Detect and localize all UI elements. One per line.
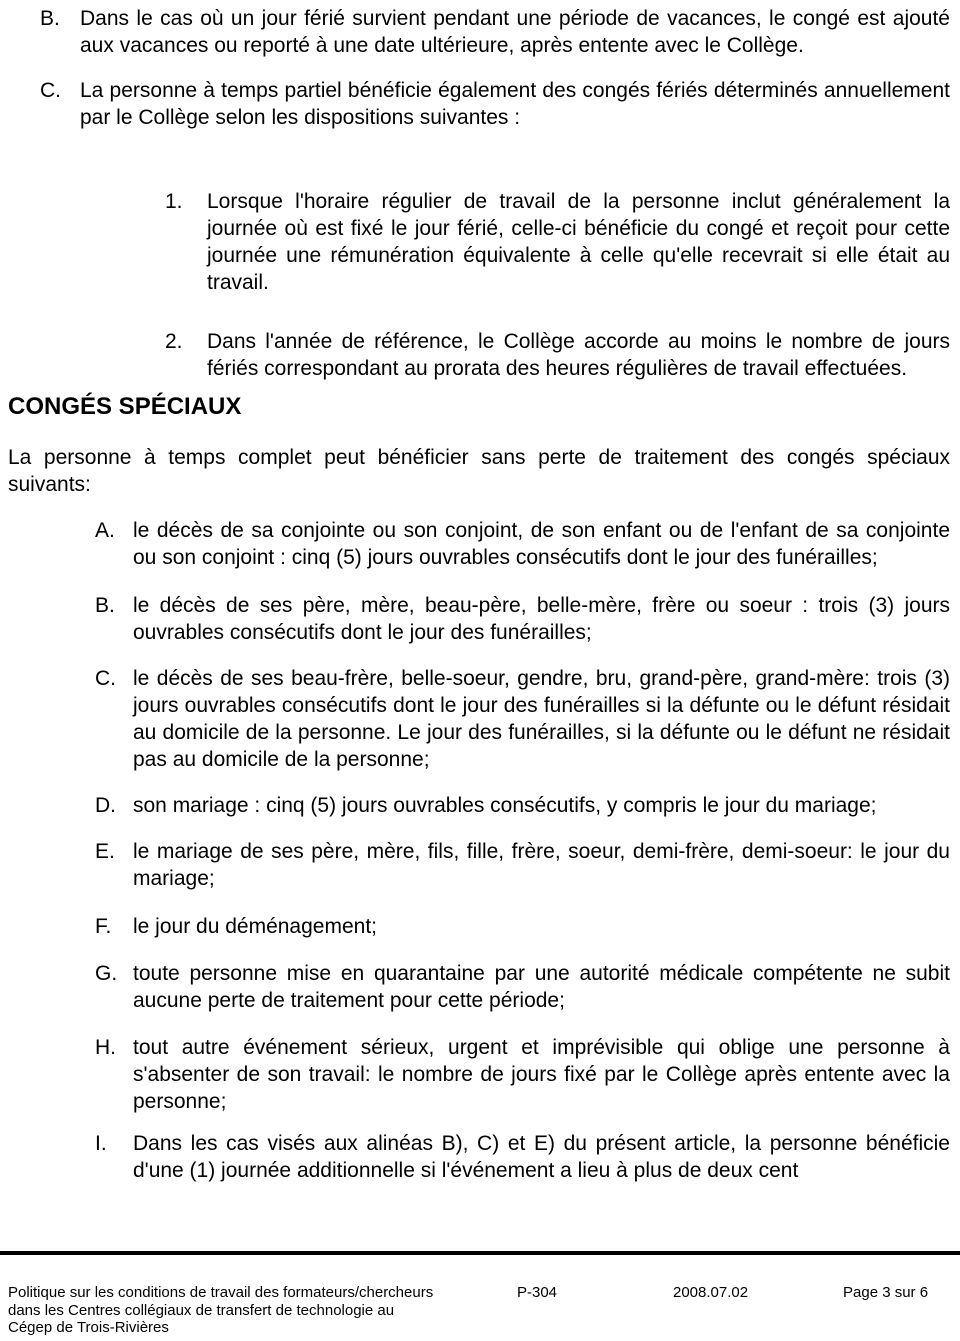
footer-document-title: [8, 1284, 468, 1337]
intro-paragraph: La personne à temps complet peut bénéficier sans perte de traitement des congés spéciaux suivants:: [8, 446, 950, 496]
numbered-item-2: [165, 328, 950, 382]
special-leave-label: B.: [95, 594, 115, 617]
special-leave-text: son mariage : cinq (5) jours ouvrables consécutifs, y compris le jour du mariage;: [133, 794, 877, 817]
special-leave-text: le mariage de ses père, mère, fils, fille, frère, soeur, demi-frère, demi-soeur: le jour du mariage;: [133, 840, 950, 890]
numbered-item-label: 2.: [165, 330, 183, 353]
section-heading: CONGÉS SPÉCIAUX: [8, 393, 242, 420]
footer-page-number: Page 3 sur 6: [843, 1284, 929, 1301]
special-leave-label: C.: [95, 667, 116, 690]
special-leave-label: I.: [95, 1132, 107, 1155]
footer-doc-code: P-304: [517, 1284, 558, 1301]
special-leave-item-g: [95, 960, 950, 1014]
numbered-item-label: 1.: [165, 190, 183, 213]
special-leave-text: Dans les cas visés aux alinéas B), C) et E) du présent article, la personne bénéficie d'une (1) journée additionnelle si l'événement a lieu à plus de deux cent: [133, 1132, 950, 1182]
footer-date: 2008.07.02: [673, 1284, 749, 1301]
special-leave-item-f: [95, 913, 950, 940]
footer-title-line: Politique sur les conditions de travail des formateurs/chercheurs: [8, 1284, 434, 1301]
special-leave-label: F.: [95, 915, 112, 938]
special-leave-item-d: [95, 792, 950, 819]
special-leave-item-b: [95, 592, 950, 646]
special-leave-text: le jour du déménagement;: [133, 915, 377, 938]
special-leave-label: E.: [95, 840, 115, 863]
special-leave-label: H.: [95, 1036, 116, 1059]
special-leaves-list: [8, 517, 950, 1184]
special-leave-text: tout autre événement sérieux, urgent et imprévisible qui oblige une personne à s'absenter de son travail: le nombre de jours fixé par le Collège après entente avec la personne;: [133, 1036, 950, 1113]
list-item-text: Dans le cas où un jour férié survient pendant une période de vacances, le congé est ajouté aux vacances ou reporté à une date ultérieure, après entente avec le Collège.: [80, 7, 950, 57]
special-leave-text: le décès de ses père, mère, beau-père, belle-mère, frère ou soeur : trois (3) jours ouvrables consécutifs dont le jour des funérailles;: [133, 594, 950, 644]
footer-divider: [0, 1251, 960, 1255]
special-leave-text: toute personne mise en quarantaine par une autorité médicale compétente ne subit aucune perte de traitement pour cette période;: [133, 962, 950, 1012]
special-leave-item-a: [95, 517, 950, 571]
list-item-b: [40, 5, 950, 59]
numbered-item-1: [165, 188, 950, 296]
footer-title-line: Cégep de Trois-Rivières: [8, 1319, 169, 1336]
list-item-c: [40, 77, 950, 131]
special-leave-label: A.: [95, 519, 115, 542]
page-footer: [8, 1284, 950, 1337]
special-leave-item-c: [95, 665, 950, 773]
numbered-item-text: Lorsque l'horaire régulier de travail de la personne inclut généralement la journée où est fixé le jour férié, celle-ci bénéficie du congé et reçoit pour cette journée une rémunération équivalente à celle qu'elle recevrait si elle était au travail.: [207, 190, 950, 294]
list-item-text: La personne à temps partiel bénéficie également des congés fériés déterminés annuellement par le Collège selon les dispositions suivantes :: [80, 79, 950, 129]
holiday-clauses-list: [8, 5, 950, 131]
special-leave-item-h: [95, 1034, 950, 1115]
part-time-provisions-list: [8, 188, 950, 382]
footer-title-line: dans les Centres collégiaux de transfert de technologie au: [8, 1301, 395, 1319]
special-leave-item-i: [95, 1130, 950, 1184]
special-leave-text: le décès de ses beau-frère, belle-soeur, gendre, bru, grand-père, grand-mère: trois (3) jours ouvrables consécutifs dont le jour des funérailles si la défunte ou le défunt résidait au domicile de la personne. Le jour des funérailles, si la défunte ou le défunt ne résidait pas au domicile de la personne;: [133, 667, 950, 771]
special-leave-text: le décès de sa conjointe ou son conjoint, de son enfant ou de l'enfant de sa conjointe ou son conjoint : cinq (5) jours ouvrables consécutifs dont le jour des funérailles;: [133, 519, 950, 569]
special-leave-label: G.: [95, 962, 118, 985]
special-leave-item-e: [95, 838, 950, 892]
special-leave-label: D.: [95, 794, 116, 817]
numbered-item-text: Dans l'année de référence, le Collège accorde au moins le nombre de jours fériés correspondant au prorata des heures régulières de travail effectuées.: [207, 330, 950, 380]
list-item-label: B.: [40, 7, 60, 30]
list-item-label: C.: [40, 79, 61, 102]
page-content: [0, 5, 960, 1184]
